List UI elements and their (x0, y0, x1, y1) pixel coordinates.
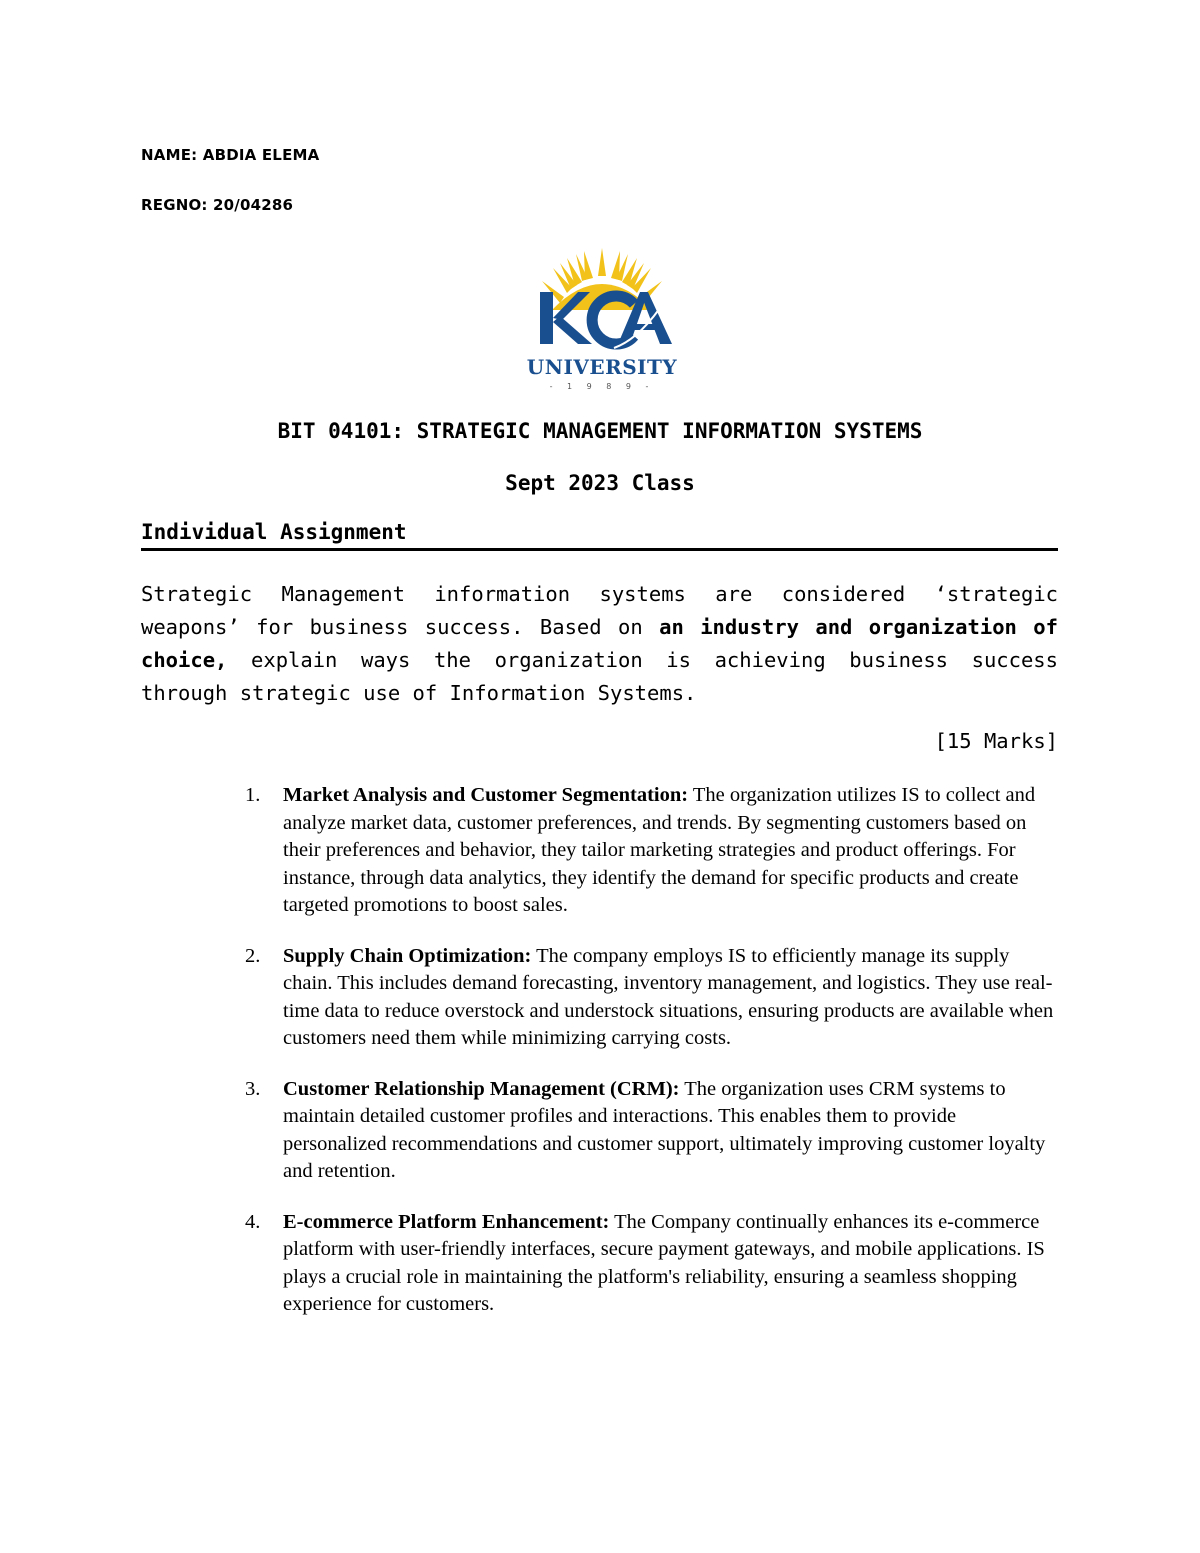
answer-term: E-commerce Platform Enhancement: (283, 1210, 610, 1233)
class-title: Sept 2023 Class (505, 471, 695, 495)
logo-university-word: UNIVERSITY (526, 355, 678, 379)
answer-text: The organization utilizes IS to collect and analyze market data, customer preferences, and trends. By segmenting customers based on their preferences and behavior, they tailor marketing strategies and product offerings. For instance, through data analytics, they identify the demand for specific products and create targeted promotions to boost sales. (283, 784, 1036, 916)
answer-term: Market Analysis and Customer Segmentation: (283, 784, 689, 806)
logo-year: - 1 9 8 9 - (549, 382, 655, 391)
marks-label: [15 Marks] (934, 729, 1058, 753)
logo-emblem-icon (522, 248, 682, 358)
answer-list (245, 782, 1058, 1342)
registration-number: REGNO: 20/04286 (141, 196, 294, 214)
answer-term: Customer Relationship Management (CRM): (283, 1077, 680, 1100)
list-item (245, 782, 1058, 920)
answer-term: Supply Chain Optimization: (283, 944, 532, 967)
kca-university-logo (522, 248, 682, 394)
answer-text: The Company continually enhances its e-commerce platform with user-friendly interfaces, secure payment gateways, and mobile applications. IS plays a crucial role in maintaining the platform's reliability, ensuring a seamless shopping experience for customers. (283, 1210, 1045, 1315)
question-text-part1: Strategic Management information systems are considered ‘strategic weapons’ for business success. Based on (141, 582, 1058, 639)
list-item (245, 943, 1058, 1053)
list-number: 2. (245, 944, 261, 967)
question-text-part2: explain ways the organization is achieving business success through strategic use of Information Systems. (141, 648, 1058, 705)
course-title: BIT 04101: STRATEGIC MANAGEMENT INFORMATION SYSTEMS (277, 419, 923, 443)
list-number: 3. (245, 1077, 261, 1100)
question-bold-text: an industry and organization of choice, (141, 615, 1058, 672)
assignment-question (141, 578, 1058, 710)
list-item (245, 1209, 1058, 1319)
list-item (245, 1076, 1058, 1186)
answer-text: The company employs IS to efficiently manage its supply chain. This includes demand forecasting, inventory management, and logistics. They use real-time data to reduce overstock and understock situations, ensuring products are available when customers need them while minimizing carrying costs. (283, 944, 1054, 1049)
list-number: 4. (245, 1210, 261, 1233)
list-number: 1. (245, 784, 261, 806)
student-name: NAME: ABDIA ELEMA (141, 146, 320, 164)
section-heading: Individual Assignment (141, 520, 1058, 551)
answer-text: The organization uses CRM systems to maintain detailed customer profiles and interactions. This enables them to provide personalized recommendations and customer support, ultimately improving customer loyalty and retention. (283, 1077, 1046, 1182)
